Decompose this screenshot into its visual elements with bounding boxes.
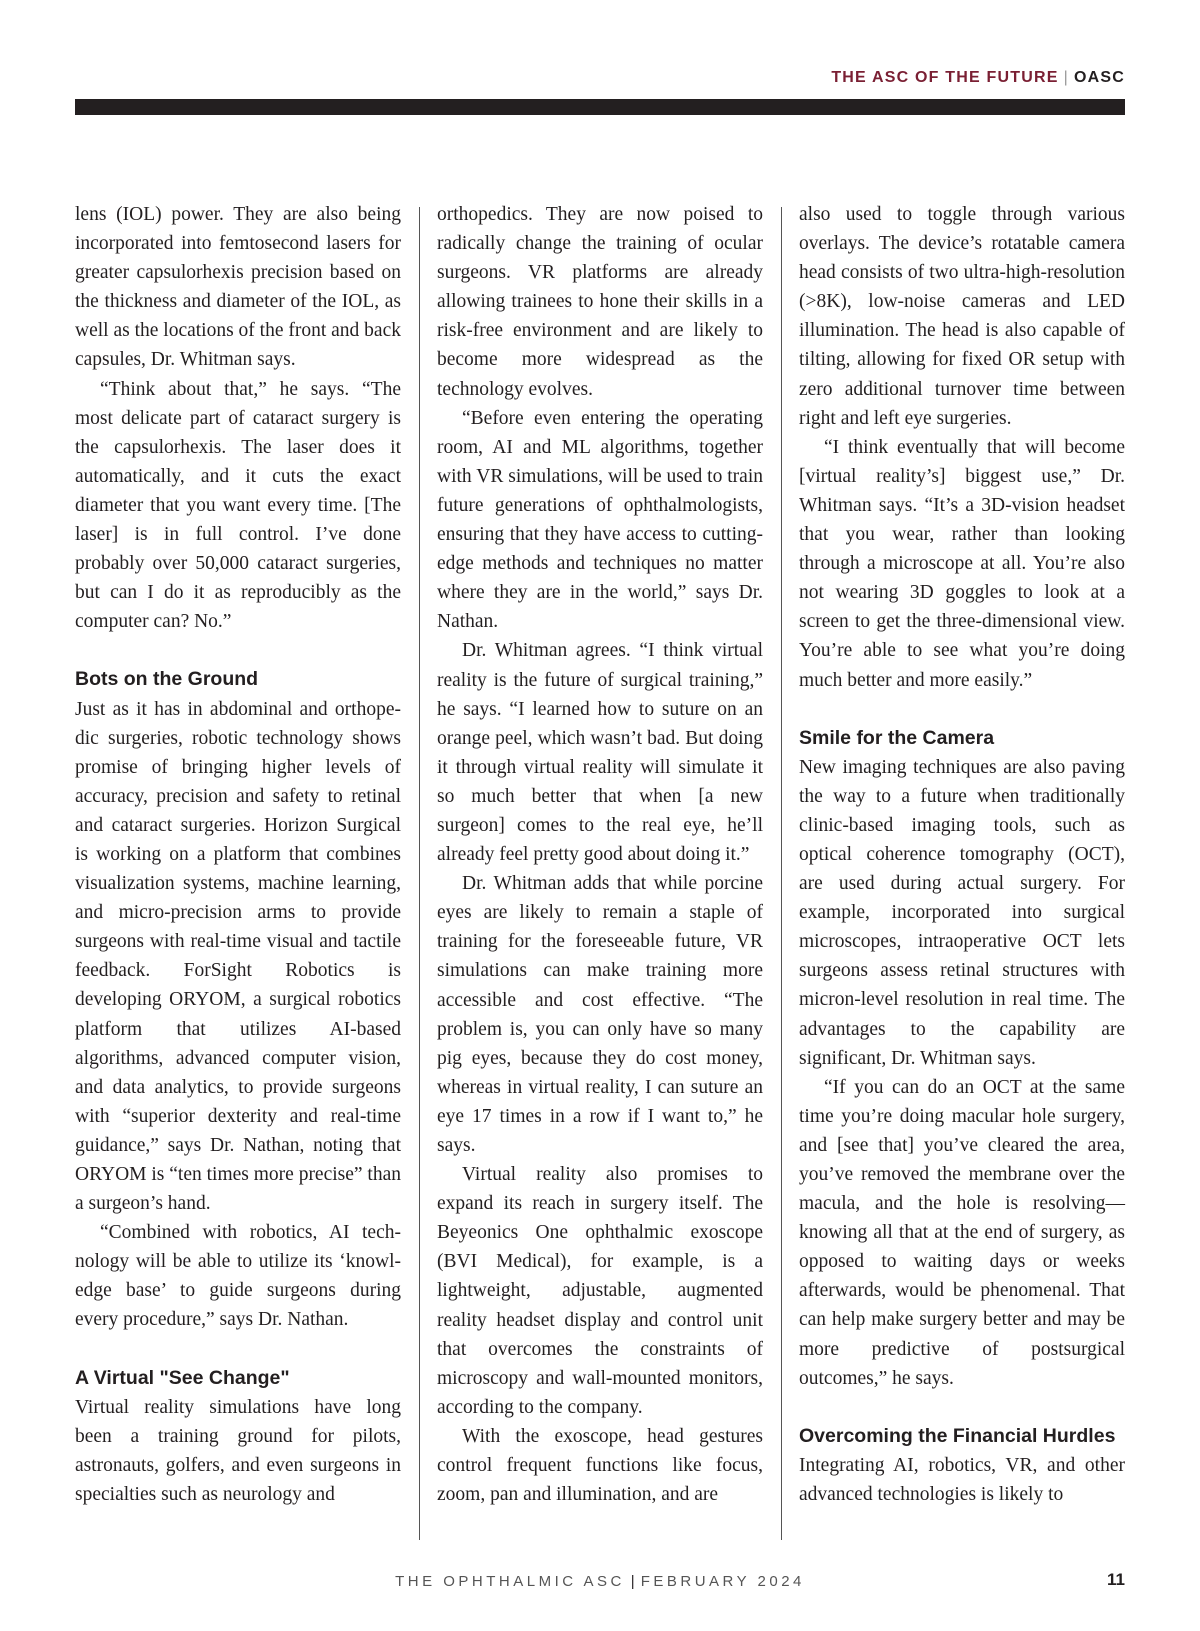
paragraph: With the exoscope, head gestures control frequent functions like focus, zoom, pan and illumination, and are xyxy=(437,1425,763,1506)
issue-date: FEBRUARY 2024 xyxy=(640,1573,805,1590)
paragraph: “Think about that,” he says. “The most delicate part of cataract surgery is the capsulorhexis. The laser does it automatically, and it cuts the exact diameter that you want every time. [The laser] is in full control. I’ve done probably over 50,000 cataract surgeries, but can I do it as reproducibly as the computer can? No.” xyxy=(75,378,401,633)
paragraph: also used to toggle through various overlays. The device’s rotatable camera head consists of two ultra-high-resolution (>8K), low-noise cameras and LED illumination. The head is also capable of tilting, allowing for fixed OR setup with zero additional turnover time between right and left eye surgeries. xyxy=(799,204,1125,429)
running-footer xyxy=(0,1573,1200,1590)
paragraph: New imaging techniques are also paving the way to a future when traditionally clinic-based imaging tools, such as optical coherence tomography (OCT), are used during actual surgery. For example, incorporated into surgical microscopes, intraoperative OCT lets surgeons assess retinal structures with micron-level resolution in real time. The advantages to the capability are significant, Dr. Whitman says. xyxy=(799,756,1125,1069)
subheading-virtual-see-change: A Virtual "See Change" xyxy=(75,1366,290,1389)
paragraph: Just as it has in abdominal and orthopedic surgeries, robotic technology shows promise of bringing higher levels of accuracy, precision and safety to retinal and cataract surgeries. Horizon Surgical is working on a platform that combines visualization systems, machine learning, and micro-precision arms to provide surgeons with real-time visual and tactile feedback. ForSight Robotics is developing ORYOM, a surgical robotics platform that utilizes AI-based algorithms, advanced computer vision, and data analytics, to provide surgeons with “superior dexterity and real-time guidance,” says Dr. Nathan, noting that ORYOM is “ten times more precise” than a surgeon’s hand. xyxy=(75,698,402,1215)
paragraph: Integrating AI, robotics, VR, and other advanced technologies is likely to xyxy=(799,1454,1125,1505)
column-divider xyxy=(781,207,782,1540)
brand-label: OASC xyxy=(1073,69,1125,86)
header-rule xyxy=(75,99,1125,115)
paragraph: Virtual reality also promises to expand its reach in surgery itself. The Beyeonics One ophthalmic exoscope (BVI Medical), for example, is a lightweight, adjustable, augmented reality headset display and control unit that overcomes the constraints of microscopy and wall-mounted monitors, according to the company. xyxy=(437,1164,763,1418)
header-separator: | xyxy=(1063,69,1069,86)
paragraph: lens (IOL) power. They are also being incorporated into femtosecond lasers for greater capsulorhexis precision based on the thickness and diameter of the IOL, as well as the locations of the front and back capsules, Dr. Whitman says. xyxy=(75,204,401,371)
publication-name: THE OPHTHALMIC ASC xyxy=(395,1573,625,1590)
column-divider xyxy=(419,207,420,1540)
page-number: 11 xyxy=(1107,1570,1125,1589)
subheading-overcoming-financial-hurdles: Overcoming the Financial Hurdles xyxy=(799,1424,1116,1447)
running-header xyxy=(831,69,1125,87)
paragraph: Virtual reality simulations have long been a training ground for pilots, astronauts, golfers, and even surgeons in specialties such as neurology and xyxy=(75,1396,401,1505)
footer-separator: | xyxy=(630,1573,635,1590)
section-title: THE ASC OF THE FUTURE xyxy=(831,69,1059,86)
paragraph: “If you can do an OCT at the same time you’re doing macular hole surgery, and [see that] you’ve cleared the area, you’ve removed the membrane over the macula, and the hole is resolving—knowing all that at the end of surgery, as opposed to waiting days or weeks afterwards, would be phenomenal. That can help make surgery better and may be more predictive of postsurgical outcomes,” he says. xyxy=(799,1076,1125,1389)
column-2 xyxy=(437,200,763,1509)
paragraph: Dr. Whitman adds that while porcine eyes are likely to remain a staple of training for the foreseeable future, VR simulations can make training more accessible and cost effective. “The problem is, you can only have so many pig eyes, because they do cost money, whereas in virtual reality, I can suture an eye 17 times in a row if I want to,” he says. xyxy=(437,873,763,1156)
paragraph: “Before even entering the operating room, AI and ML algorithms, together with VR simulations, will be used to train future generations of ophthalmologists, ensuring that they have access to cutting-edge methods and techniques no matter where they are in the world,” says Dr. Nathan. xyxy=(437,407,763,633)
subheading-smile-for-the-camera: Smile for the Camera xyxy=(799,726,995,749)
subheading-bots-on-the-ground: Bots on the Ground xyxy=(75,668,259,691)
column-1 xyxy=(75,200,401,1509)
paragraph: “I think eventually that will become [virtual reality’s] biggest use,” Dr. Whitman says. “It’s a 3D-vision headset that you wear, rather than looking through a microscope at all. You’re also not wearing 3D goggles to look at a screen to get the three-dimensional view. You’re able to see what you’re doing much better and more easily.” xyxy=(799,436,1125,691)
paragraph: “Combined with robotics, AI technology will be able to utilize its ‘knowledge base’ to guide surgeons during every procedure,” says Dr. Nathan. xyxy=(75,1222,401,1331)
paragraph: orthopedics. They are now poised to radically change the training of ocular surgeons. VR platforms are already allowing trainees to hone their skills in a risk-free environment and are likely to become more widespread as the technology evolves. xyxy=(437,204,763,400)
column-3 xyxy=(799,200,1125,1509)
paragraph: Dr. Whitman agrees. “I think virtual reality is the future of surgical training,” he says. “I learned how to suture on an orange peel, which wasn’t bad. But doing it through virtual reality will simulate it so much better that when [a new surgeon] comes to the real eye, he’ll already feel pretty good about doing it.” xyxy=(437,640,763,866)
